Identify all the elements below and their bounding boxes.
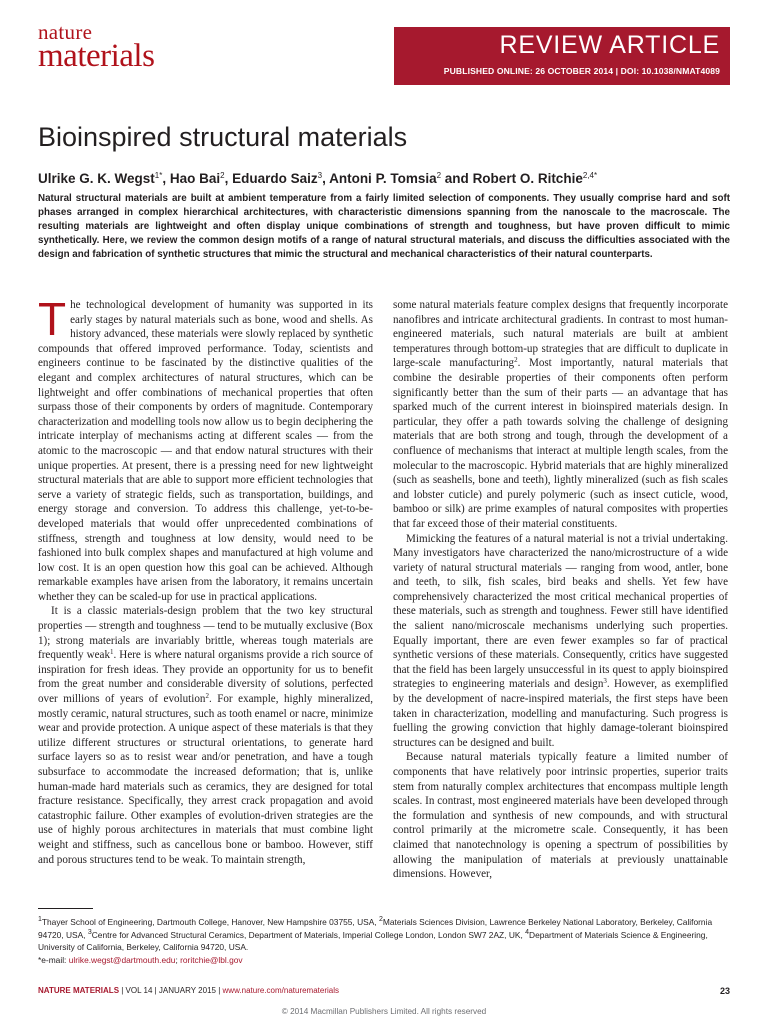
article-type-banner	[394, 27, 730, 85]
reference-citation[interactable]: 2	[205, 692, 209, 701]
affiliation-text: Materials Sciences Division, Lawrence Berkeley National Laboratory, Berkeley, California 94720, USA,	[38, 917, 713, 940]
body-column-right	[393, 298, 728, 882]
abstract: Natural structural materials are built at ambient temperature from a fairly limited selection of components. They usually comprise hard and soft phases arranged in complex hierarchical architectures, with characteristic dimensions spanning from the nanoscale to the macroscale. The resulting materials are lightweight and often display unique combinations of strength and toughness, but have proven difficult to mimic synthetically. Here, we review the common design motifs of a range of natural structural materials, and discuss the difficulties associated with the design and fabrication of synthetic structures that mimic the structural and mechanical characteristics of their natural counterparts.	[38, 193, 730, 260]
paragraph-text: . For example, highly mineralized, mostly ceramic, natural structures, such as tooth enamel or nacre, minimize wear and provide protection. A unique aspect of these materials is that they utilize different structures or structural orientations, to generate hard surface layers so as to resist wear and/or penetration, and have a tough subsurface to accommodate the increased deformation; that is, unlike human-made hard materials such as ceramics, they are designed for total fracture resistance. Specifically, they arrest crack propagation and avoid catastrophic failure. Other examples of evolution-driven strategies are the use of highly porous architectures in materials that must combine light weight and stiffness, such as cancellous bone or bamboo. However, stiff and porous structures tend to be weak. To maintain strength,	[38, 693, 373, 866]
doi: DOI: 10.1038/NMAT4089	[620, 66, 720, 76]
author-name: Robert O. Ritchie	[472, 171, 583, 186]
drop-cap: T	[38, 293, 67, 345]
paragraph-text: he technological development of humanity was supported in its early stages by natural materials such as bone, wood and shells. As history advanced, these materials were slowly replaced by synthetic compounds that offered improved performance. Today, scientists and engineers continue to be fascinated by the distinctive qualities of the elegant and complex architectures of natural structures, which can be lightweight and offer combinations of mechanical properties that often surpass those of their components by orders of magnitude. Contemporary characterization and modelling tools now allow us to begin deciphering the intricate interplay of mechanisms acting at different scales — from the atomic to the macroscopic — and that endow natural structures with their unique properties. At present, there is a pressing need for new lightweight structural materials that are able to support more efficient technologies that serve a variety of strategic fields, such as transportation, buildings, and energy storage and conversion. To address this challenge, yet-to-be-developed materials that would offer unprecedented combinations of stiffness, strength and toughness at low density, would need to be fashioned into bulk complex shapes and manufactured at high volume and low cost. It is an open question how this goal can be achieved. Although remarkable examples have arisen from the laboratory, it remains uncertain whether they can be scaled-up for use in practical applications.	[38, 299, 373, 603]
article-title: Bioinspired structural materials	[38, 122, 408, 152]
email-link[interactable]: roritchie@lbl.gov	[180, 954, 243, 965]
published-date: PUBLISHED ONLINE: 26 OCTOBER 2014	[443, 66, 614, 76]
author-separator: ,	[162, 171, 170, 186]
email-link[interactable]: ulrike.wegst@dartmouth.edu	[68, 954, 176, 965]
paragraph-text: . However, as exemplified by the development of nacre-inspired materials, the first steps have been taken in characterization, modelling and manufacturing. Such progress is fuelling the growing conviction that highly damage-tolerant bioinspired structures can be designed and built.	[393, 678, 728, 749]
paragraph-text: Mimicking the features of a natural material is not a trivial undertaking. Many investigators have characterized the nano/microstructure of a wide variety of natural structural materials — ranging from wood, antler, bone and teeth, to silk, fish scales, bird beaks and shells. Yet few have comprehensively characterized the most critical mechanical properties of these materials, such as strength and toughness. Fewer still have identified the salient nano/microscale mechanisms underlying such properties. Equally important, there are even fewer examples so far of practical synthetic versions of these materials. Consequently, critics have suggested that the field has been largely unsuccessful in its quest to apply bioinspired strategies to engineering materials and design	[393, 532, 728, 691]
author-affil-sup: 2	[220, 171, 225, 180]
logo-line-materials: materials	[38, 38, 155, 74]
author-list	[38, 171, 597, 186]
body-paragraph	[38, 604, 373, 867]
email-label: *e-mail:	[38, 954, 69, 965]
author-name: Eduardo Saiz	[232, 171, 318, 186]
author-name: Hao Bai	[169, 171, 221, 186]
body-paragraph	[393, 750, 728, 881]
affiliation-text: Centre for Advanced Structural Ceramics, Department of Materials, Imperial College London, London SW7 2AZ, UK,	[91, 929, 526, 940]
author-name: Ulrike G. K. Wegst	[38, 171, 155, 186]
paragraph-text: Because natural materials typically feature a limited number of components that have relatively poor intrinsic properties, superior traits stem from naturally complex architectures that encompass multiple length scales. In contrast, most engineered materials have been developed through the formulation and synthesis of new compounds, and with structural control primarily at the micrometre scale. Consequently, it has been claimed that nanotechnology is opening a spectrum of possibilities by allowing the manipulation of materials at previously unattainable dimensions. However,	[393, 751, 728, 881]
paragraph-text: . Here is where natural organisms provide a rich source of inspiration for fresh ideas. They provide an opportunity for us to benefit from the great number and considerable diversity of solutions, perfected over millions of years of evolution	[38, 649, 373, 706]
footer-journal: NATURE MATERIALS	[38, 986, 120, 995]
affil-sup: 4	[525, 928, 530, 936]
reference-citation[interactable]: 3	[603, 677, 607, 686]
journal-logo	[38, 22, 208, 80]
author-affil-sup: 1*	[154, 171, 163, 180]
author-affil-sup: 3	[317, 171, 323, 180]
affil-sup: 1	[38, 916, 42, 923]
footer-url-link[interactable]: www.nature.com/naturematerials	[222, 986, 340, 995]
page-footer	[38, 986, 730, 995]
author-separator: ,	[224, 171, 233, 186]
paragraph-text: . Most importantly, natural materials that combine the desirable properties of their components often perform significantly better than the sum of their parts — an advantage that has sparked much of the current interest in bioinspired materials design. In particular, they offer a path towards solving the challenge of designing materials that are both strong and tough, through the development of a confluence of mechanisms that interact at multiple length scales, from the molecular to the macroscopic. Hybrid materials that are highly mineralized (such as seashells, bone and teeth), lightly mineralized (such as fish scales and lobster cuticle) and purely polymeric (such as insect cuticle, wood, bamboo or silk) are prime examples of natural composites with properties that far exceed those of their material constituents.	[393, 357, 728, 530]
author-name: Antoni P. Tomsia	[329, 171, 437, 186]
affil-sup: 3	[87, 928, 92, 936]
footnote-rule	[38, 908, 93, 909]
paragraph-text: some natural materials feature complex designs that frequently incorporate nanofibres and intricate architectural gradients. In contrast to most human-engineered materials, such natural materials are built at ambient temperatures through bottom-up strategies that are difficult to duplicate in large-scale manufacturing	[393, 299, 728, 370]
body-paragraph	[393, 298, 728, 532]
logo-line-nature: nature	[38, 20, 93, 44]
paragraph-text: It is a classic materials-design problem that the two key structural properties — strength and toughness — tend to be mutually exclusive (Box 1); strong materials are invariably brittle, whereas tough materials are frequently weak	[38, 605, 373, 662]
affiliation-text: Department of Materials Science & Engineering, University of California, Berkeley, California 94720, USA.	[38, 929, 708, 953]
author-affil-sup: 2,4*	[582, 171, 598, 180]
email-separator: ;	[175, 954, 181, 965]
page-number: 23	[719, 986, 730, 996]
affil-sup: 2	[378, 916, 383, 923]
body-paragraph	[393, 532, 728, 751]
reference-citation[interactable]: 1	[110, 648, 114, 657]
article-type: REVIEW ARTICLE	[499, 31, 720, 59]
publication-info: PUBLISHED ONLINE: 26 OCTOBER 2014 | DOI: 10.1038/NMAT4089	[443, 66, 720, 76]
reference-citation[interactable]: 2	[514, 356, 518, 365]
author-and: and	[441, 171, 473, 186]
footer-issue: | VOL 14 | JANUARY 2015 |	[119, 986, 223, 995]
copyright-notice: © 2014 Macmillan Publishers Limited. All rights reserved	[281, 1007, 487, 1016]
author-separator: ,	[322, 171, 330, 186]
affiliation-text: Thayer School of Engineering, Dartmouth College, Hanover, New Hampshire 03755, USA,	[41, 917, 379, 927]
body-paragraph	[38, 293, 373, 604]
author-affil-sup: 2	[436, 171, 442, 180]
affiliations-footnote	[38, 916, 738, 966]
body-column-left	[38, 293, 373, 867]
